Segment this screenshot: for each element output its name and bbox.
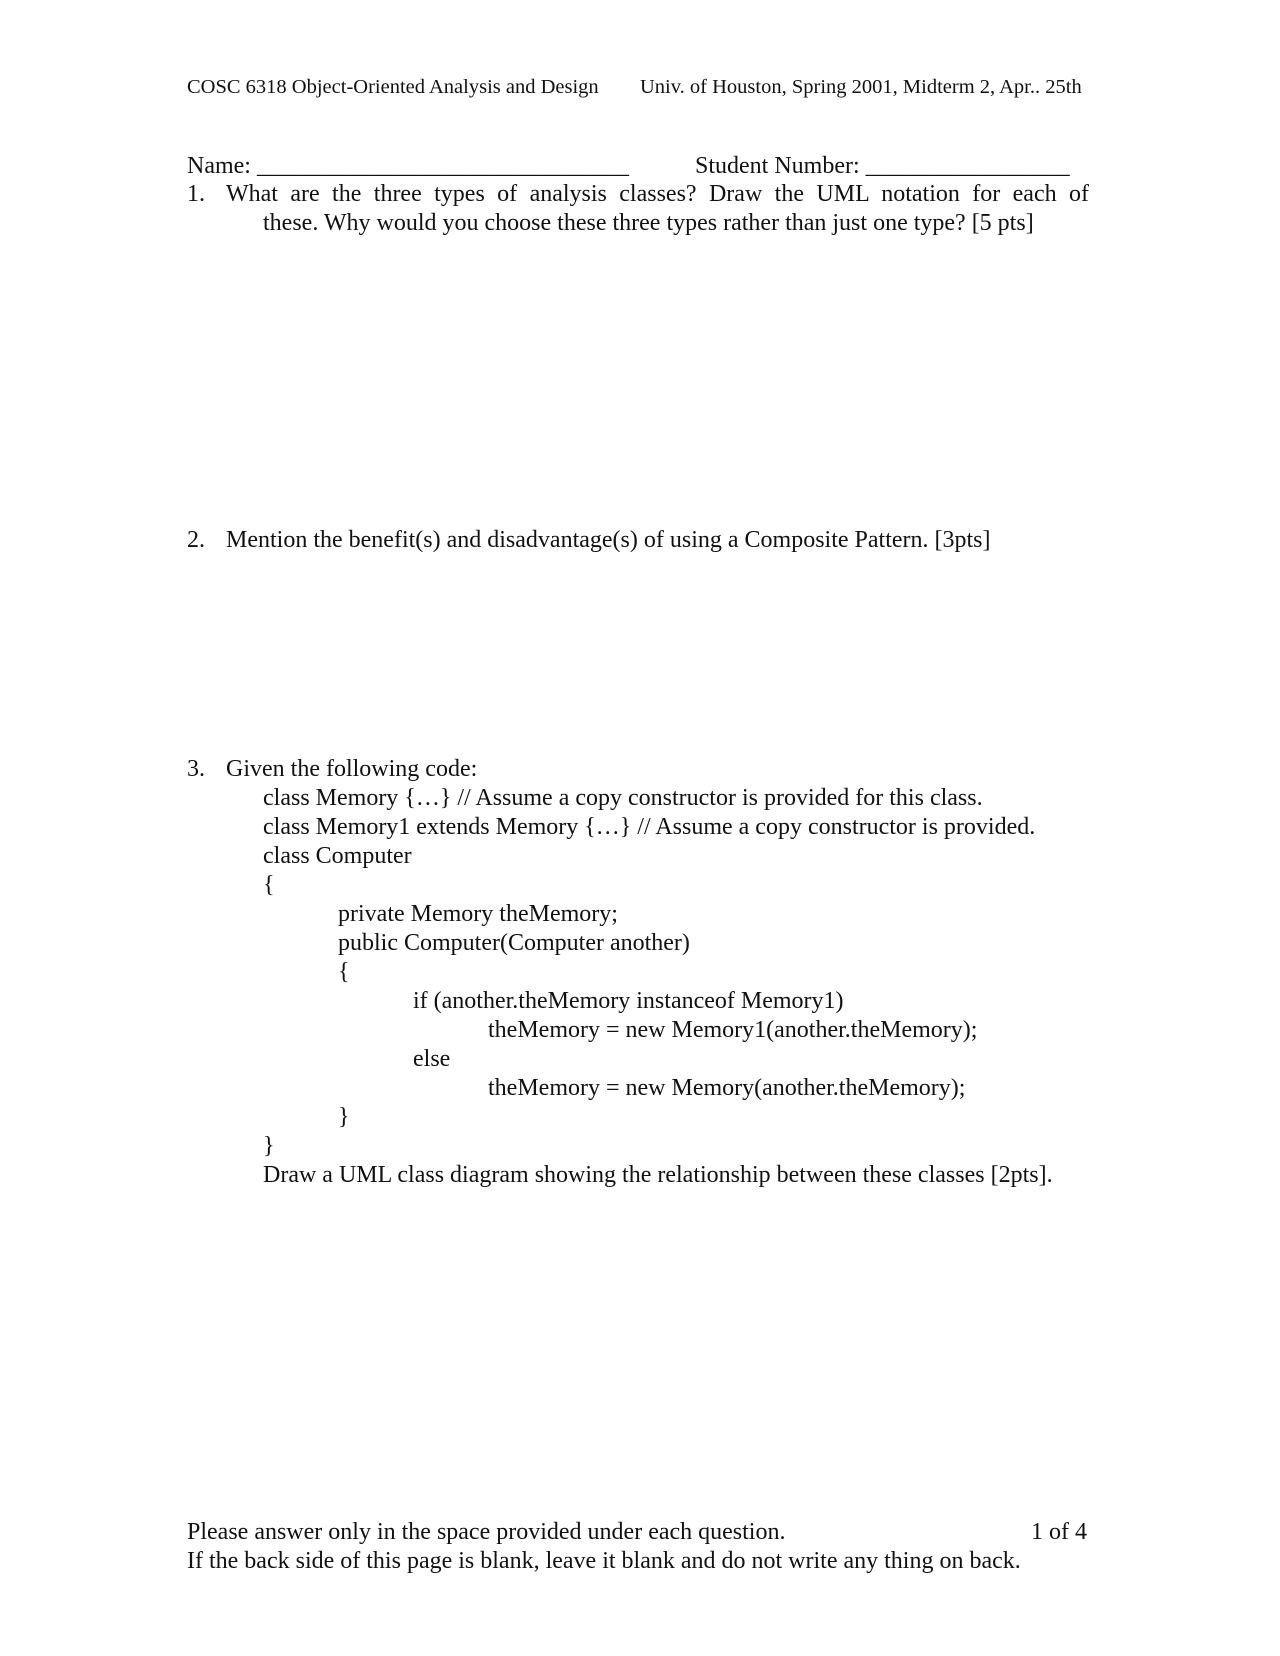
q2-text: Mention the benefit(s) and disadvantage(s) of using a Composite Pattern. [3pts] (226, 527, 991, 553)
q1-text-line1: What are the three types of analysis classes? Draw the UML notation for each of (226, 181, 1089, 207)
code-line: class Memory {…} // Assume a copy constructor is provided for this class. (263, 785, 983, 811)
header-exam-info: Univ. of Houston, Spring 2001, Midterm 2, Apr.. 25th (640, 76, 1082, 98)
q1-number: 1. (187, 181, 205, 207)
student-number-field-line: Student Number: _________________ (695, 153, 1070, 179)
footer-note: If the back side of this page is blank, leave it blank and do not write any thing on back. (187, 1548, 1021, 1574)
name-field-line: Name: _______________________________ (187, 153, 629, 179)
q2-number: 2. (187, 527, 205, 553)
code-line: else (413, 1046, 451, 1072)
code-line: if (another.theMemory instanceof Memory1) (413, 988, 844, 1014)
q3-intro: Given the following code: (226, 756, 478, 782)
code-line: } (338, 1104, 350, 1130)
code-line: { (263, 872, 275, 898)
page-number: 1 of 4 (1031, 1519, 1087, 1545)
q1-text-line2: these. Why would you choose these three types rather than just one type? [5 pts] (263, 210, 1034, 236)
q3-number: 3. (187, 756, 205, 782)
code-line: theMemory = new Memory1(another.theMemory); (488, 1017, 978, 1043)
q3-task: Draw a UML class diagram showing the relationship between these classes [2pts]. (263, 1162, 1053, 1188)
code-line: private Memory theMemory; (338, 901, 618, 927)
code-line: { (338, 959, 350, 985)
header-course: COSC 6318 Object-Oriented Analysis and Design (187, 76, 599, 98)
code-line: public Computer(Computer another) (338, 930, 690, 956)
code-line: } (263, 1133, 275, 1159)
code-line: theMemory = new Memory(another.theMemory); (488, 1075, 966, 1101)
code-line: class Computer (263, 843, 412, 869)
code-line: class Memory1 extends Memory {…} // Assume a copy constructor is provided. (263, 814, 1036, 840)
footer-instruction: Please answer only in the space provided under each question. (187, 1519, 786, 1545)
